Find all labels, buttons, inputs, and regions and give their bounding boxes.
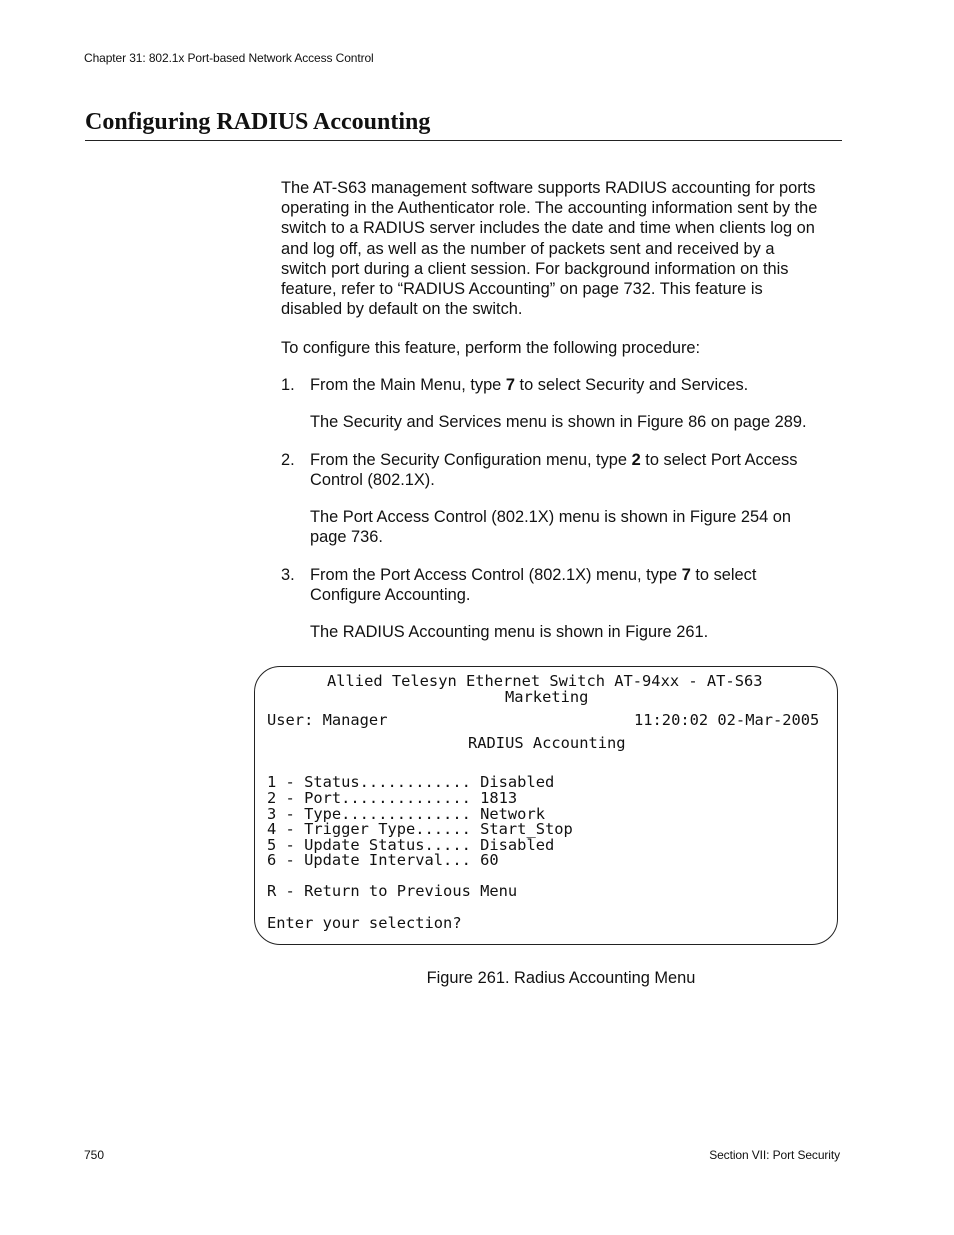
terminal-menu-option: 6 - Update Interval... 60: [267, 851, 499, 869]
step-number: 1.: [281, 376, 295, 394]
terminal-system-name: Marketing: [505, 688, 589, 706]
intro-line: disabled by default on the switch.: [281, 300, 523, 319]
title-rule: [85, 140, 842, 141]
terminal-menu-title: RADIUS Accounting: [468, 734, 626, 752]
intro-line: switch to a RADIUS server includes the date and time when clients log on: [281, 219, 815, 238]
intro-line: switch port during a client session. For background information on this: [281, 259, 789, 278]
intro-line: operating in the Authenticator role. The accounting information sent by the: [281, 199, 818, 218]
step-result: The Port Access Control (802.1X) menu is shown in Figure 254 on page 736.: [310, 508, 792, 547]
running-header: Chapter 31: 802.1x Port-based Network Access Control: [84, 51, 374, 65]
terminal-menu-option: 5 - Update Status..... Disabled: [267, 836, 555, 854]
terminal-user: User: Manager: [267, 711, 388, 729]
step-instruction: From the Main Menu, type 7 to select Security and Services.: [310, 376, 749, 394]
menu-key: 7: [681, 566, 691, 584]
intro-line: and log off, as well as the number of packets sent and received by a: [281, 239, 775, 258]
intro-line: feature, refer to “RADIUS Accounting” on page 732. This feature is: [281, 280, 763, 299]
menu-key: 7: [505, 376, 515, 394]
menu-key: 2: [631, 451, 641, 469]
terminal-menu-option: 1 - Status............ Disabled: [267, 773, 555, 791]
procedure-intro: To configure this feature, perform the following procedure:: [281, 339, 701, 357]
step-instruction: From the Port Access Control (802.1X) menu, type 7 to select Configure Accounting.: [310, 566, 757, 605]
terminal-product-line: Allied Telesyn Ethernet Switch AT-94xx - AT-S63: [327, 672, 763, 690]
terminal-return-option: R - Return to Previous Menu: [267, 882, 518, 900]
step-result: The Security and Services menu is shown in Figure 86 on page 289.: [310, 413, 807, 431]
section-title: Configuring RADIUS Accounting: [85, 109, 431, 135]
terminal-menu-option: 3 - Type.............. Network: [267, 805, 545, 823]
step-instruction: From the Security Configuration menu, type 2 to select Port Access Control (802.1X).: [310, 451, 798, 490]
terminal-menu-option: 2 - Port.............. 1813: [267, 789, 518, 807]
terminal-timestamp: 11:20:02 02-Mar-2005: [634, 711, 820, 729]
step-number: 3.: [281, 566, 295, 584]
intro-paragraph: [281, 178, 843, 319]
step-result: The RADIUS Accounting menu is shown in Figure 261.: [310, 623, 709, 641]
page-number: 750: [84, 1148, 105, 1162]
terminal-menu-option: 4 - Trigger Type...... Start_Stop: [267, 820, 573, 838]
figure-caption: Figure 261. Radius Accounting Menu: [426, 969, 696, 987]
intro-line: The AT-S63 management software supports RADIUS accounting for ports: [281, 179, 816, 197]
terminal-prompt: Enter your selection?: [267, 914, 462, 932]
footer-section: Section VII: Port Security: [709, 1148, 840, 1162]
step-number: 2.: [281, 451, 295, 469]
